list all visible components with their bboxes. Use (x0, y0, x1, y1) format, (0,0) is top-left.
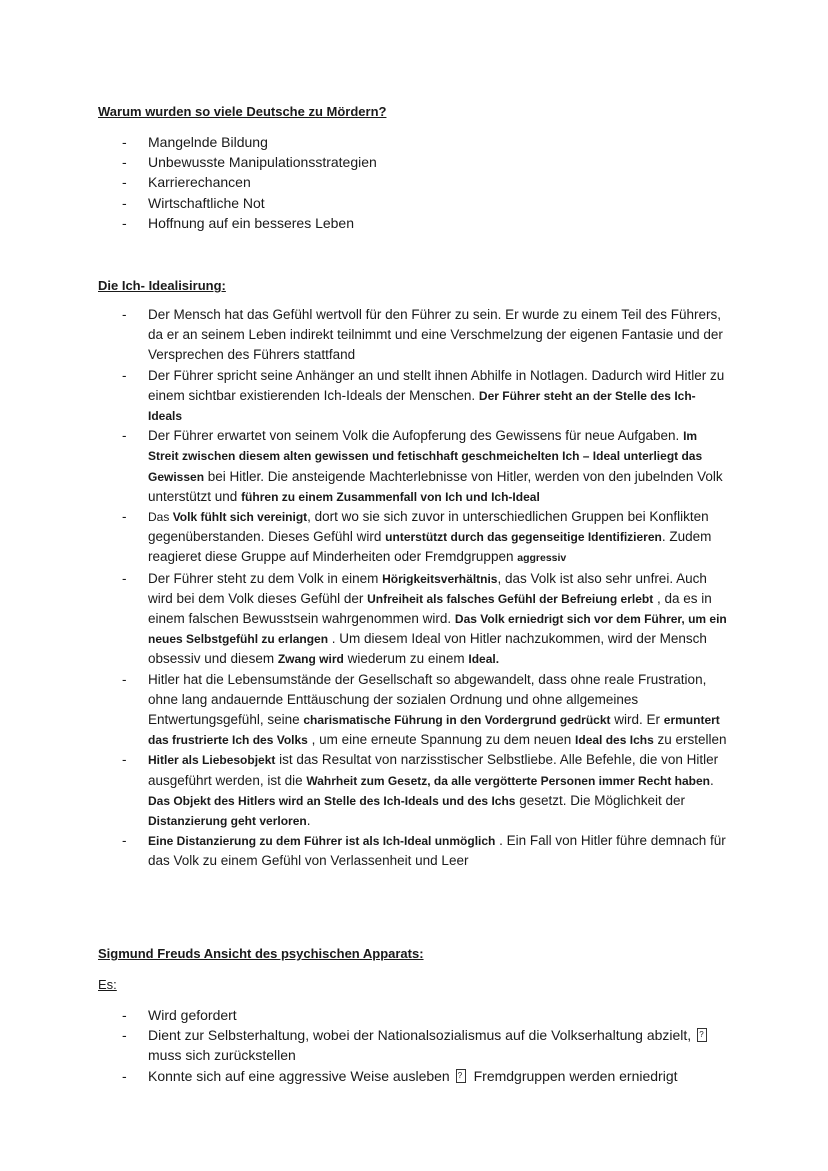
es-list (0, 1005, 828, 1086)
list-item: - Der Führer erwartet von seinem Volk die Aufopferung des Gewissens für neue Aufgaben. Im Streit zwischen diesem alten gewissen und fetischhaft geschmeichelten Ich – Ideal unterliegt das Gewissen bei Hitler. Die ansteigende Machterlebnisse von Hitler, werden von den jubelnden Volk unterstützt und führen zu einem Zusammenfall von Ich und Ich-Ideal (122, 428, 723, 504)
arrow-glyph-icon (456, 1069, 466, 1083)
idealisierung-list (0, 305, 828, 872)
list-item: - Dient zur Selbsterhaltung, wobei der Nationalsozialismus auf die Volkserhaltung abzielt,? muss sich zurückstellen (0, 1025, 728, 1065)
list-item: - Unbewusste Manipulationsstrategien (122, 154, 377, 171)
reasons-list (0, 132, 828, 233)
heading-ich-idealisirung: Die Ich- Idealisirung: (98, 278, 226, 293)
list-item: - Der Mensch hat das Gefühl wertvoll für den Führer zu sein. Er wurde zu einem Teil des Führers, da er an seinem Leben indirekt teilnimmt und eine Verschmelzung der eigenen Fantasie und der Versprechen des Führers stattfand (122, 307, 723, 363)
list-item: - Wird gefordert (122, 1007, 237, 1023)
list-item: - Eine Distanzierung zu dem Führer ist als Ich-Ideal unmöglich . Ein Fall von Hitler führe demnach für das Volk zu einem Gefühl von Verlassenheit und Leer (122, 833, 726, 869)
heading-freud: Sigmund Freuds Ansicht des psychischen Apparats: (98, 946, 424, 961)
list-item: - Hitler hat die Lebensumstände der Gesellschaft so abgewandelt, dass ohne reale Frustration, ohne lang andauernde Enttäuschung der sozialen Ordnung und ohne allgemeines Entwertungsgefühl, seine charismatische Führung in den Vordergrund gedrückt wird. Er ermuntert das frustrierte Ich des Volks , um eine erneute Spannung zu dem neuen Ideal des Ichs zu erstellen (122, 671, 727, 748)
heading-morders: Warum wurden so viele Deutsche zu Mördern? (98, 104, 387, 119)
list-item: - Konnte sich auf eine aggressive Weise ausleben? Fremdgruppen werden erniedrigt (0, 1066, 728, 1086)
list-item: - Der Führer spricht seine Anhänger an und stellt ihnen Abhilfe in Notlagen. Dadurch wird Hitler zu einem sichtbar existierenden Ich-Ideals der Menschen. Der Führer steht an der Stelle des Ich-Ideals (122, 367, 725, 424)
list-item: - Hitler als Liebesobjekt ist das Resultat von narzisstischer Selbstliebe. Alle Befehle, die von Hitler ausgeführt werden, ist die Wahrheit zum Gesetz, da alle vergötterte Personen immer Recht haben. Das Objekt des Hitlers wird an Stelle des Ich-Ideals und des Ichs gesetzt. Die Möglichkeit der Distanzierung geht verloren. (122, 752, 719, 829)
arrow-glyph-icon (697, 1028, 707, 1042)
list-item: - Hoffnung auf ein besseres Leben (122, 214, 355, 231)
list-item: - Das Volk fühlt sich vereinigt, dort wo sie sich zuvor in unterschiedlichen Gruppen bei Konflikten gegenüberstanden. Dieses Gefühl wird unterstützt durch das gegenseitige Identifizieren. Zudem reagieret diese Gruppe auf Minderheiten oder Fremdgruppen aggressiv (122, 509, 712, 565)
list-item: - Mangelnde Bildung (122, 134, 268, 150)
list-item: - Wirtschaftliche Not (122, 194, 265, 211)
list-item: - Karrierechancen (122, 174, 251, 191)
list-item: - Der Führer steht zu dem Volk in einem Hörigkeitsverhältnis, das Volk ist also sehr unfrei. Auch wird bei dem Volk dieses Gefühl der Unfreiheit als falsches Gefühl der Befreiung erlebt , da es in einem falschen Bewusstsein wahrgenommen wird. Das Volk erniedrigt sich vor dem Führer, um ein neues Selbstgefühl zu erlangen . Um diesem Ideal von Hitler nachzukommen, wird der Mensch obsessiv und diesem Zwang wird wiederum zu einem Ideal. (122, 570, 727, 667)
subheading-es: Es: (98, 977, 117, 992)
